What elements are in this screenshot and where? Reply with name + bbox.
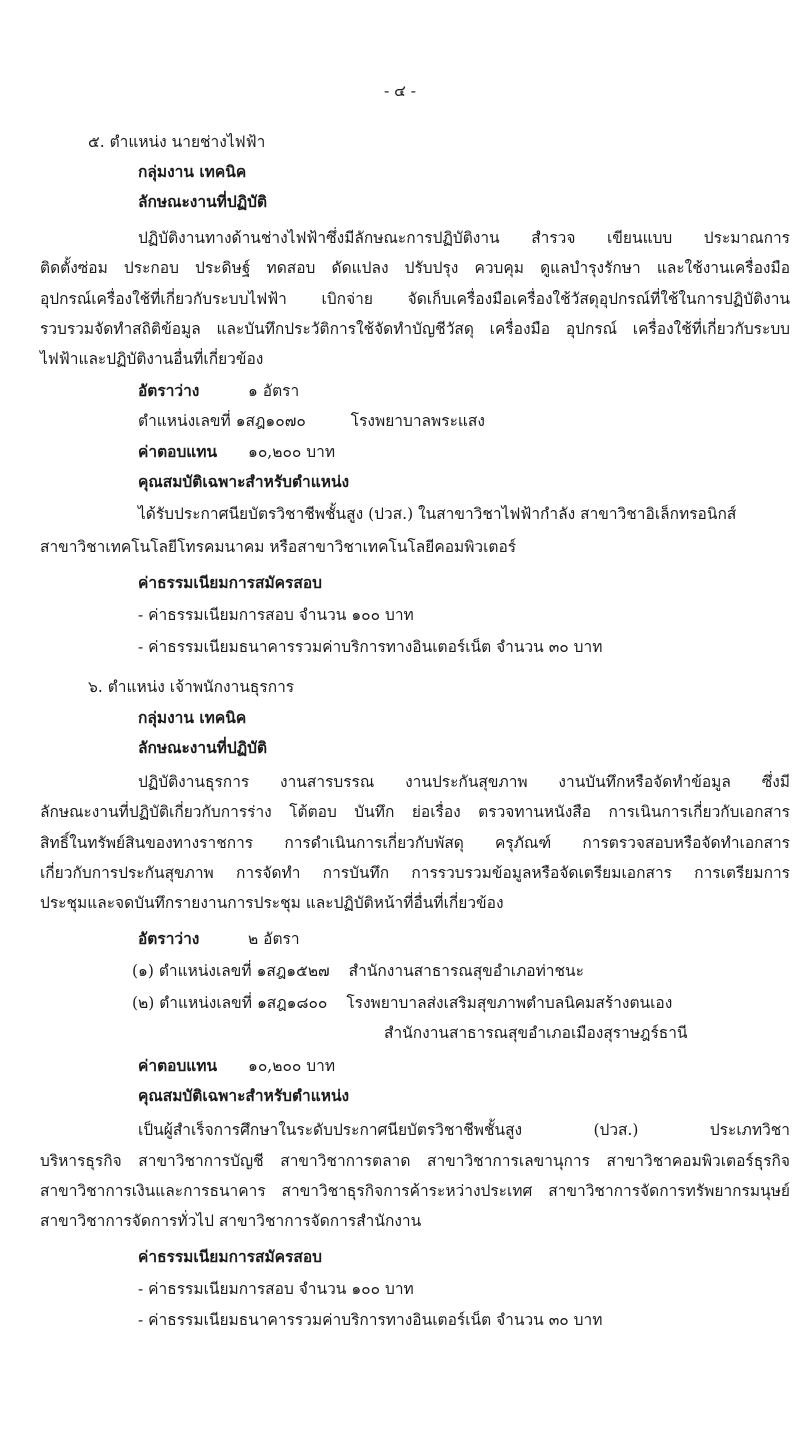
section6-qual-title: คุณสมบัติเฉพาะสำหรับตำแหน่ง (138, 1086, 350, 1105)
section5-qual-line: สาขาวิชาเทคโนโลยีโทรคมนาคม หรือสาขาวิชาเทคโนโลยีคอมพิวเตอร์ (40, 538, 517, 556)
position-number: ๑สฎ๑๘๐๐ (256, 994, 328, 1012)
position-label: (๒) ตำแหน่งเลขที่ (132, 994, 252, 1012)
section6-fee-item: - ค่าธรรมเนียมธนาคารรวมค่าบริการทางอินเตอร์เน็ต จำนวน ๓๐ บาท (138, 1311, 603, 1329)
salary-label: ค่าตอบแทน (138, 1056, 218, 1075)
section5-qual-line: ได้รับประกาศนียบัตรวิชาชีพชั้นสูง (ปวส.) ในสาขาวิชาไฟฟ้ากำลัง สาขาวิชาอิเล็กทรอนิกส์ (138, 505, 737, 523)
page-number: - ๔ - (383, 82, 417, 100)
position-number: ๑สฎ๑๕๒๗ (256, 962, 330, 980)
section5-duty-line: ปฏิบัติงานทางด้านช่างไฟฟ้าซึ่งมีลักษณะการปฏิบัติงาน สำรวจ เขียนแบบ ประมาณการ (138, 229, 790, 247)
salary-value: ๑๐,๒๐๐ บาท (248, 443, 336, 461)
section5-duty-line: รวบรวมจัดทำสถิติข้อมูล และบันทึกประวัติการใช้จัดทำบัญชีวัสดุ เครื่องมือ อุปกรณ์ เครื่องใช้ที่เกี่ยวกับระบบ (40, 320, 790, 338)
vacancy-value: ๑ อัตรา (248, 382, 300, 400)
section5-qual-title: คุณสมบัติเฉพาะสำหรับตำแหน่ง (138, 472, 350, 491)
salary-value: ๑๐,๒๐๐ บาท (248, 1057, 336, 1075)
section6-fee-item: - ค่าธรรมเนียมการสอบ จำนวน ๑๐๐ บาท (138, 1280, 414, 1298)
vacancy-label: อัตราว่าง (138, 381, 200, 400)
section6-position-row (132, 960, 584, 982)
section5-fee-item: - ค่าธรรมเนียมธนาคารรวมค่าบริการทางอินเตอร์เน็ต จำนวน ๓๐ บาท (138, 638, 603, 656)
section6-qual-line: สาขาวิชาการจัดการทั่วไป สาขาวิชาการจัดการสำนักงาน (40, 1212, 422, 1230)
section6-vacancy-row (138, 928, 300, 950)
section6-heading: ๖. ตำแหน่ง เจ้าพนักงานธุรการ (88, 678, 295, 696)
vacancy-label: อัตราว่าง (138, 929, 200, 948)
section5-duty-line: ไฟฟ้าและปฏิบัติงานอื่นที่เกี่ยวข้อง (40, 350, 264, 368)
section5-fee-item: - ค่าธรรมเนียมการสอบ จำนวน ๑๐๐ บาท (138, 606, 414, 624)
section6-duty-line: ปฏิบัติงานธุรการ งานสารบรรณ งานประกันสุขภาพ งานบันทึกหรือจัดทำข้อมูล ซึ่งมี (138, 773, 790, 791)
position-unit: สำนักงานสาธารณสุขอำเภอท่าชนะ (348, 962, 584, 980)
section5-fee-title: ค่าธรรมเนียมการสมัครสอบ (138, 573, 322, 592)
section5-duty-line: อุปกรณ์เครื่องใช้ที่เกี่ยวกับระบบไฟฟ้า เบิกจ่าย จัดเก็บเครื่องมือเครื่องใช้วัสดุอุปกรณ์ที่ใช้ในการปฏิบัติงาน (40, 290, 790, 308)
section5-heading: ๕. ตำแหน่ง นายช่างไฟฟ้า (88, 133, 266, 151)
section6-position-row (132, 992, 672, 1014)
section5-vacancy-row (138, 380, 299, 402)
section6-duty-title: ลักษณะงานที่ปฏิบัติ (138, 738, 268, 757)
vacancy-value: ๒ อัตรา (248, 930, 300, 948)
position-number: ๑สฎ๑๐๗๐ (235, 412, 306, 430)
position-label: ตำแหน่งเลขที่ (138, 412, 231, 430)
section6-duty-line: สิทธิ์ในทรัพย์สินของทางราชการ การดำเนินการเกี่ยวกับพัสดุ ครุภัณฑ์ การตรวจสอบหรือจัดทำเอกสาร (40, 834, 790, 852)
section6-group: กลุ่มงาน เทคนิค (138, 708, 247, 727)
section5-duty-title: ลักษณะงานที่ปฏิบัติ (138, 192, 268, 211)
section6-duty-line: ลักษณะงานที่ปฏิบัติเกี่ยวกับการร่าง โต้ตอบ บันทึก ย่อเรื่อง ตรวจทานหนังสือ การเนินการเกี่ยวกับเอกสาร (40, 803, 790, 821)
section5-salary-row (138, 441, 335, 463)
section6-position-unit-line2: สำนักงานสาธารณสุขอำเภอเมืองสุราษฎร์ธานี (384, 1024, 688, 1042)
section6-salary-row (138, 1055, 335, 1077)
section6-duty-line: เกี่ยวกับการประกันสุขภาพ การจัดทำ การบันทึก การรวบรวมข้อมูลหรือจัดเตรียมเอกสาร การเตรียมการ (40, 864, 790, 882)
section6-qual-line: บริหารธุรกิจ สาขาวิชาการบัญชี สาขาวิชาการตลาด สาขาวิชาการเลขานุการ สาขาวิชาคอมพิวเตอร์ธุรกิจ (40, 1152, 790, 1170)
section5-position-row (138, 410, 485, 432)
section5-group: กลุ่มงาน เทคนิค (138, 162, 247, 181)
section6-qual-line: สาขาวิชาการเงินและการธนาคาร สาขาวิชาธุรกิจการค้าระหว่างประเทศ สาขาวิชาการจัดการทรัพยากรมนุษย์ (40, 1182, 790, 1200)
section6-fee-title: ค่าธรรมเนียมการสมัครสอบ (138, 1247, 322, 1266)
section6-qual-line: เป็นผู้สำเร็จการศึกษาในระดับประกาศนียบัตรวิชาชีพชั้นสูง (ปวส.) ประเภทวิชา (138, 1121, 790, 1139)
section5-duty-line: ติดตั้งซ่อม ประกอบ ประดิษฐ์ ทดสอบ ดัดแปลง ปรับปรุง ควบคุม ดูแลบำรุงรักษา และใช้งานเครื่องมือ (40, 259, 790, 277)
position-label: (๑) ตำแหน่งเลขที่ (132, 962, 252, 980)
section6-duty-line: ประชุมและจดบันทึกรายงานการประชุม และปฏิบัติหน้าที่อื่นที่เกี่ยวข้อง (40, 894, 504, 912)
salary-label: ค่าตอบแทน (138, 442, 218, 461)
position-unit: โรงพยาบาลส่งเสริมสุขภาพตำบลนิคมสร้างตนเอง (346, 994, 673, 1012)
position-unit: โรงพยาบาลพระแสง (350, 412, 485, 430)
